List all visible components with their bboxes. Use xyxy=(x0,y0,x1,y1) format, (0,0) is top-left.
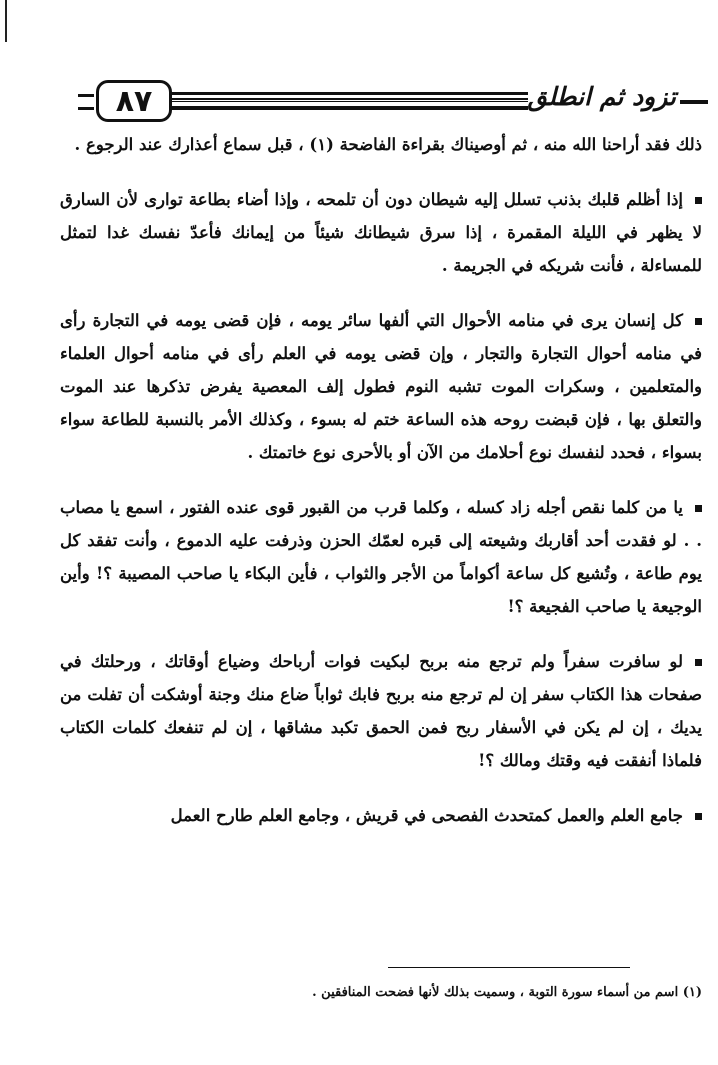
paragraph-text: لو سافرت سفراً ولم ترجع منه بربح لبكيت فوات أرباحك وضياع أوقاتك ، ورحلتك في صفحات هذا الكتاب سفر إن لم ترجع منه بربح فابك ثواباً ضاع منك وجنة أوشكت أن تفلت من يديك ، إن لم يكن في الأسفار ربح فمن الحمق تكبد مشاقها ، إن لم تنفعك كلمات الكتاب فلماذا أنفقت فيه وقتك ومالك ؟! xyxy=(60,652,702,770)
paragraph-continuation xyxy=(60,128,702,161)
paragraph-bullet xyxy=(60,304,702,469)
header-rule-bottom xyxy=(170,106,528,110)
bullet-square-icon xyxy=(695,197,702,204)
footnote-separator xyxy=(388,967,630,968)
header-rule-top xyxy=(170,92,528,100)
page-header xyxy=(78,80,708,124)
paragraph-bullet xyxy=(60,645,702,777)
paragraph-text: إذا أظلم قلبك بذنب تسلل إليه شيطان دون أن تلمحه ، وإذا أضاء بطاعة توارى لأن السارق لا يظهر في الليلة المقمرة ، إذا سرق شيطانك شيئاً من إيمانك فأعدّ نفسك غدا لتمثل للمساءلة ، فأنت شريكه في الجريمة . xyxy=(60,190,702,275)
page-edge-line xyxy=(5,0,7,42)
page-number: ٨٧ xyxy=(96,80,172,122)
bullet-square-icon xyxy=(695,659,702,666)
paragraph-bullet xyxy=(60,799,702,832)
header-rule-middle xyxy=(170,101,528,102)
paragraph-text: جامع العلم والعمل كمتحدث الفصحى في قريش ، وجامع العلم طارح العمل xyxy=(170,806,683,825)
running-title: تزود ثم انطلق xyxy=(527,82,676,111)
paragraph-text: يا من كلما نقص أجله زاد كسله ، وكلما قرب من القبور قوى عنده الفتور ، اسمع يا مصاب . . لو فقدت أحد أقاربك وشيعته إلى قبره لعمّك الحزن وذرفت عليه الدموع ، وأنت تفقد كل يوم طاعة ، وتُشيع كل ساعة أكواماً من الأجر والثواب ، فأين البكاء يا صاحب المصيبة ؟! وأين الوجيعة يا صاحب الفجيعة ؟! xyxy=(60,498,702,616)
title-dash xyxy=(680,100,708,104)
paragraph-text: ذلك فقد أراحنا الله منه ، ثم أوصيناك بقراءة الفاضحة (١) ، قبل سماع أعذارك عند الرجوع . xyxy=(74,135,702,154)
paragraph-text: كل إنسان يرى في منامه الأحوال التي ألفها سائر يومه ، فإن قضى يومه في التجارة رأى في منامه أحوال التجارة والتجار ، وإن قضى يومه في العلم رأى في منامه أحوال العلماء والمتعلمين ، وسكرات الموت تشبه النوم فطول إلف المعصية يفرض تذكرها عند الموت والتعلق بها ، فإن قبضت روحه هذه الساعة ختم له بسوء ، وكذلك الأمر بالنسبة للطاعة سواء بسواء ، فحدد لنفسك نوع أحلامك من الآن أو بالأحرى نوع خاتمتك . xyxy=(60,311,702,462)
paragraph-bullet xyxy=(60,491,702,623)
header-ornament xyxy=(78,94,94,110)
footnote: (١) اسم من أسماء سورة التوبة ، وسميت بذلك لأنها فضحت المنافقين . xyxy=(312,985,702,1000)
paragraph-bullet xyxy=(60,183,702,282)
body-text xyxy=(60,128,702,832)
bullet-square-icon xyxy=(695,505,702,512)
bullet-square-icon xyxy=(695,318,702,325)
bullet-square-icon xyxy=(695,813,702,820)
